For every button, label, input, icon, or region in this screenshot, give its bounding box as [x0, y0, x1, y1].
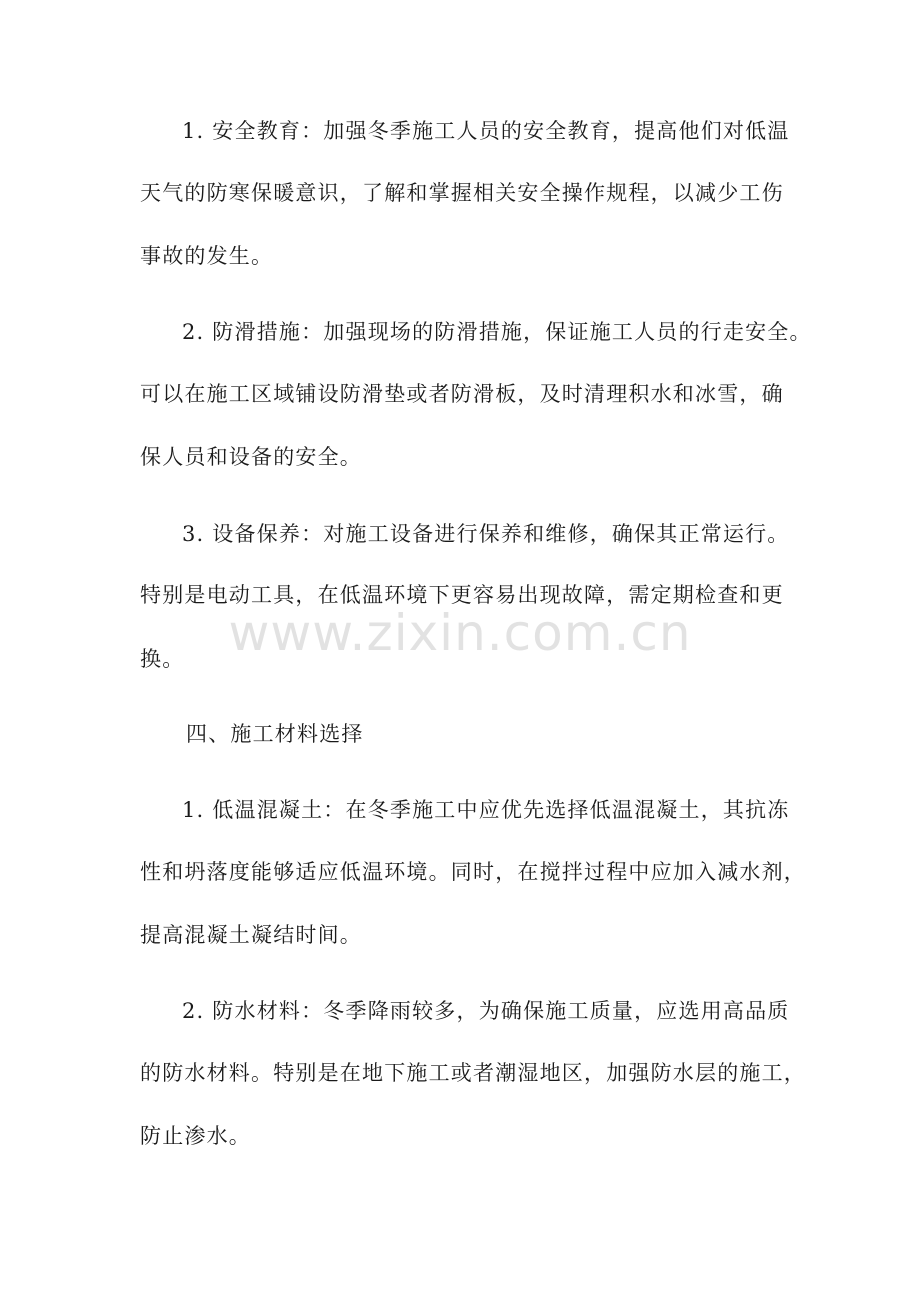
paragraph-line: 3. 设备保养：对施工设备进行保养和维修，确保其正常运行。 [182, 522, 790, 546]
paragraph-line: 特别是电动工具，在低温环境下更容易出现故障，需定期检查和更 [140, 583, 784, 607]
paragraph-line: 2. 防滑措施：加强现场的防滑措施，保证施工人员的行走安全。 [182, 320, 812, 344]
paragraph-line: 1. 低温混凝土：在冬季施工中应优先选择低温混凝土，其抗冻 [182, 798, 790, 822]
paragraph-line: 的防水材料。特别是在地下施工或者潮湿地区，加强防水层的施工， [140, 1061, 806, 1085]
paragraph-line: 性和坍落度能够适应低温环境。同时，在搅拌过程中应加入减水剂， [140, 860, 806, 884]
paragraph-line: 可以在施工区域铺设防滑垫或者防滑板，及时清理积水和冰雪，确 [140, 382, 784, 406]
watermark: www.zixin.com.cn [228, 604, 692, 662]
paragraph-line: 1. 安全教育：加强冬季施工人员的安全教育，提高他们对低温 [182, 119, 790, 143]
paragraph-line: 2. 防水材料：冬季降雨较多，为确保施工质量，应选用高品质 [182, 999, 790, 1023]
paragraph-line: 天气的防寒保暖意识，了解和掌握相关安全操作规程，以减少工伤 [140, 181, 784, 205]
paragraph-line: 事故的发生。 [140, 244, 274, 268]
paragraph-line: 换。 [140, 647, 185, 671]
paragraph-line: 防止渗水。 [140, 1124, 251, 1148]
section-heading: 四、施工材料选择 [186, 722, 364, 746]
paragraph-line: 提高混凝土凝结时间。 [140, 923, 362, 947]
paragraph-line: 保人员和设备的安全。 [140, 445, 362, 469]
